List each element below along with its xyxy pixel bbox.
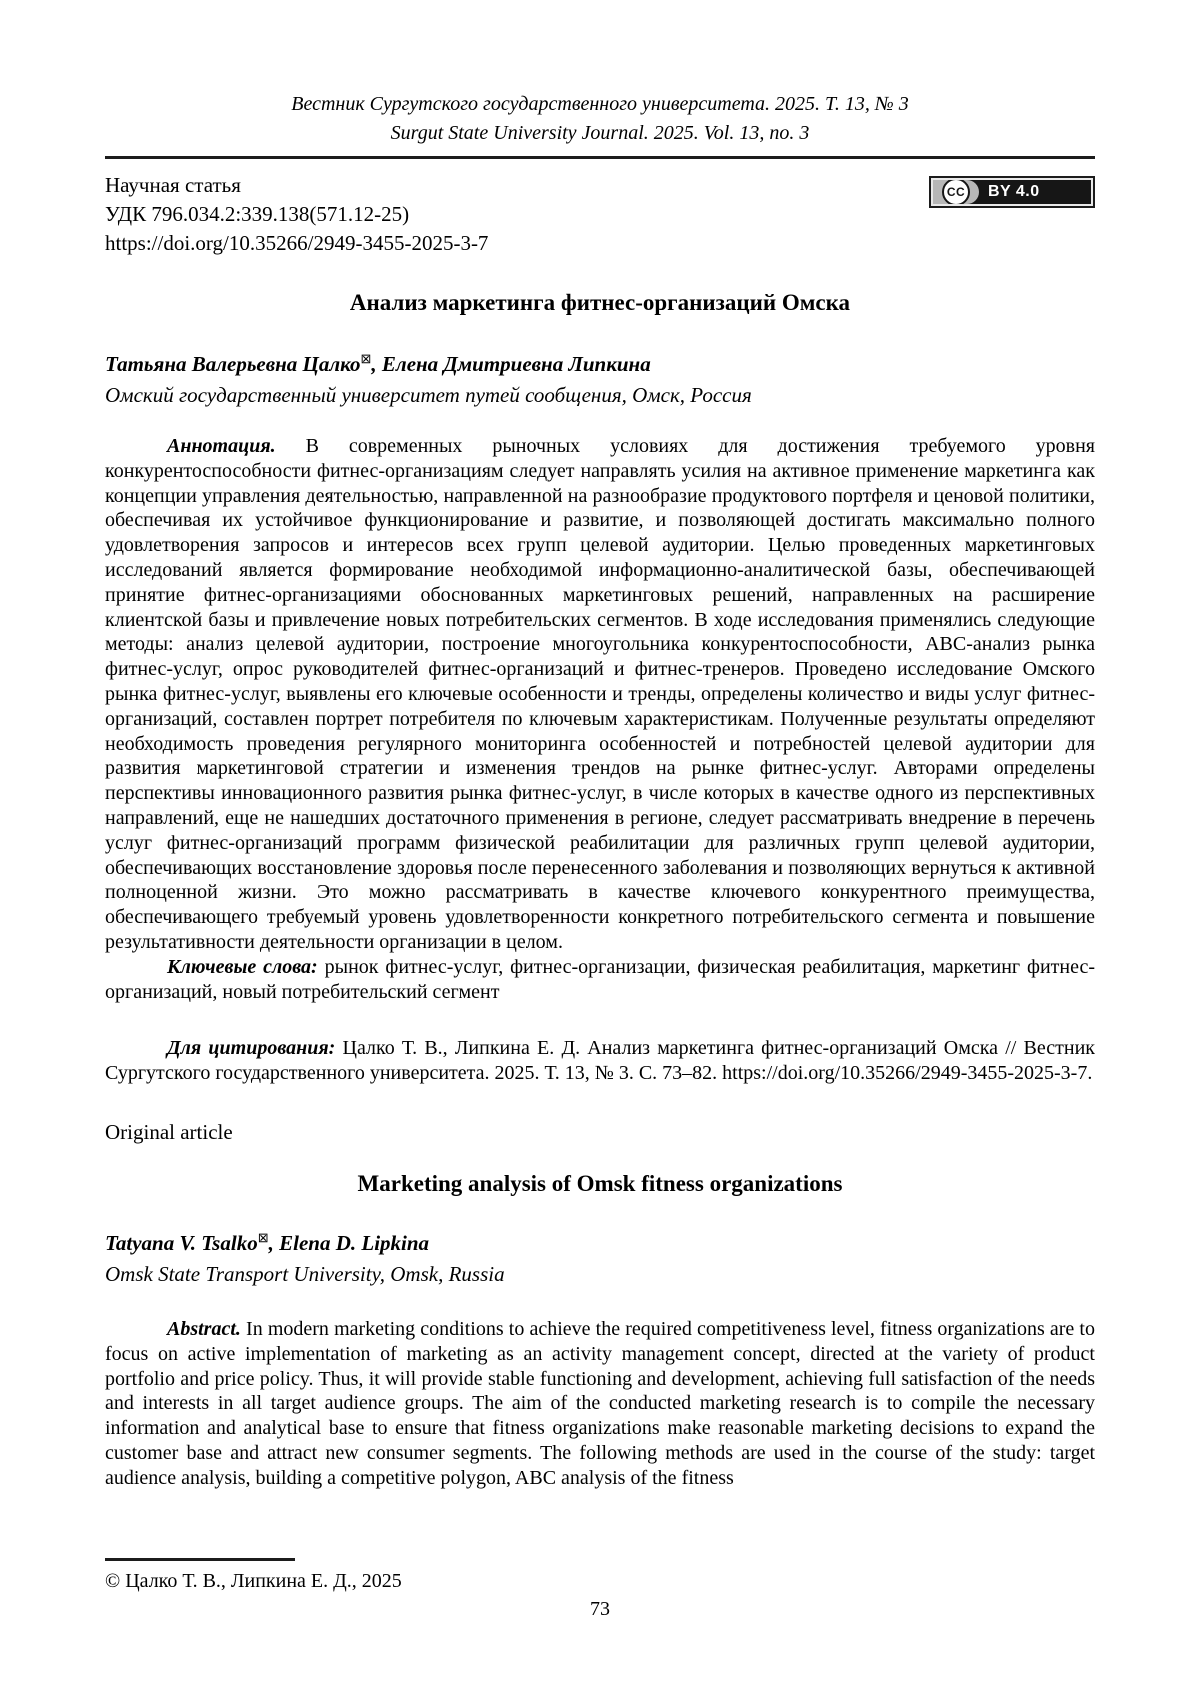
authors-block-ru (105, 350, 1095, 410)
abstract-ru-label: Аннотация. (167, 435, 276, 457)
mail-icon[interactable]: ⊠ (257, 1229, 269, 1245)
article-type-label: Научная статья (105, 173, 241, 197)
page-footer (105, 1558, 1095, 1621)
cc-license-label: BY 4.0 (988, 183, 1040, 200)
article-meta-row (105, 171, 1095, 258)
abstract-ru-text: В современных рыночных условиях для достижения требуемого уровня конкурентоспособности фитнес-организациям следует направлять усилия на активное применение маркетинга как концепции управления деятельностью, направленной на разнообразие продуктового портфеля и ценовой политики, обеспечивая их устойчивое функционирование и развитие, и позволяющей достигать максимально полного удовлетворения запросов и интересов всех групп целевой аудитории. Целью проведенных маркетинговых исследований является формирование необходимой информационно-аналитической базы, обеспечивающей принятие фитнес-организациями обоснованных маркетинговых решений, направленных на расширение клиентской базы и привлечение новых потребительских сегментов. В ходе исследования применялись следующие методы: анализ целевой аудитории, построение многоугольника конкурентоспособности, АВС-анализ рынка фитнес-услуг, опрос руководителей фитнес-организаций и фитнес-тренеров. Проведено исследование Омского рынка фитнес-услуг, выявлены его ключевые особенности и тренды, определены количество и виды услуг фитнес-организаций, составлен портрет потребителя по ключевым характеристикам. Полученные результаты определяют необходимость проведения регулярного мониторинга особенностей и потребностей целевой аудитории для развития маркетинговой стратегии и изменения трендов на рынке фитнес-услуг. Авторами определены перспективы инновационного развития рынка фитнес-услуг, в числе которых в качестве одного из перспективных направлений, еще не нашедших достаточного применения в регионе, следует рассматривать внедрение в перечень услуг фитнес-организаций программ физической реабилитации для различных групп целевой аудитории, обеспечивающих восстановление здоровья после перенесенного заболевания и позволяющих вернуться к активной полноценной жизни. Это можно рассматривать в качестве ключевого конкурентного преимущества, обеспечивающего требуемый уровень удовлетворенности конкретного потребительского сегмента и повышение результативности деятельности организации в целом. (105, 435, 1095, 953)
keywords-ru (105, 955, 1095, 1005)
abstract-ru (105, 434, 1095, 955)
article-type-en: Original article (105, 1119, 233, 1144)
journal-header-ru: Вестник Сургутского государственного университета. 2025. Т. 13, № 3 (291, 93, 909, 115)
journal-header-en: Surgut State University Journal. 2025. Vol. 13, no. 3 (390, 122, 810, 144)
author-ru-1: Татьяна Валерьевна Цалко (105, 352, 361, 376)
page-number: 73 (590, 1598, 610, 1620)
cc-logo-icon: CC (942, 180, 970, 204)
affiliation-ru: Омский государственный университет путей сообщения, Омск, Россия (105, 383, 752, 407)
citation-ru (105, 1036, 1095, 1086)
mail-icon[interactable]: ⊠ (360, 351, 372, 366)
udc-code: УДК 796.034.2:339.138(571.12-25) (105, 202, 410, 226)
authors-en (105, 1229, 1095, 1260)
cc-by-license-badge[interactable] (929, 176, 1095, 208)
affiliation-en: Omsk State Transport University, Omsk, Russia (105, 1261, 505, 1286)
footnote-rule (105, 1558, 295, 1561)
authors-block-en (105, 1229, 1095, 1289)
author-ru-2: , Елена Дмитриевна Липкина (371, 352, 651, 376)
doi-link[interactable]: https://doi.org/10.35266/2949-3455-2025-3-7 (105, 231, 489, 255)
copyright-line: © Цалко Т. В., Липкина Е. Д., 2025 (105, 1570, 402, 1592)
abstract-en (105, 1317, 1095, 1491)
keywords-ru-text: рынок фитнес-услуг, фитнес-организации, физическая реабилитация, маркетинг фитнес-организаций, новый потребительский сегмент (105, 955, 1096, 1003)
citation-ru-label: Для цитирования: (167, 1037, 336, 1060)
article-meta (105, 171, 488, 258)
abstract-en-label: Abstract. (167, 1317, 241, 1340)
header-rule (105, 156, 1095, 159)
cc-logo-area (933, 180, 979, 204)
article-title-en: Marketing analysis of Omsk fitness organizations (357, 1170, 843, 1196)
citation-ru-text: Цалко Т. В., Липкина Е. Д. Анализ маркетинга фитнес-организаций Омска // Вестник Сургутского государственного университета. 2025. Т. 13, № 3. С. 73–82. https://doi.org/10.35266/2949-3455-2025-3-7. (105, 1037, 1095, 1085)
authors-ru (105, 350, 1095, 381)
author-en-2: , Elena D. Lipkina (268, 1230, 430, 1255)
author-en-1: Tatyana V. Tsalko (105, 1230, 258, 1255)
article-title-ru: Анализ маркетинга фитнес-организаций Омска (349, 290, 851, 315)
abstract-en-text: In modern marketing conditions to achieve the required competitiveness level, fitness organizations are to focus on active implementation of marketing as an activity management concept, directed at the variety of product portfolio and price policy. Thus, it will provide stable functioning and development, achieving full satisfaction of the needs and interests in all target audience groups. The aim of the conducted marketing research is to compile the necessary information and analytical base to ensure that fitness organizations make reasonable marketing decisions to expand the customer base and attract new consumer segments. The following methods are used in the course of the study: target audience analysis, building a competitive polygon, ABC analysis of the fitness (105, 1317, 1095, 1489)
cc-badge-inner (933, 180, 1091, 204)
keywords-ru-label: Ключевые слова: (167, 955, 318, 978)
